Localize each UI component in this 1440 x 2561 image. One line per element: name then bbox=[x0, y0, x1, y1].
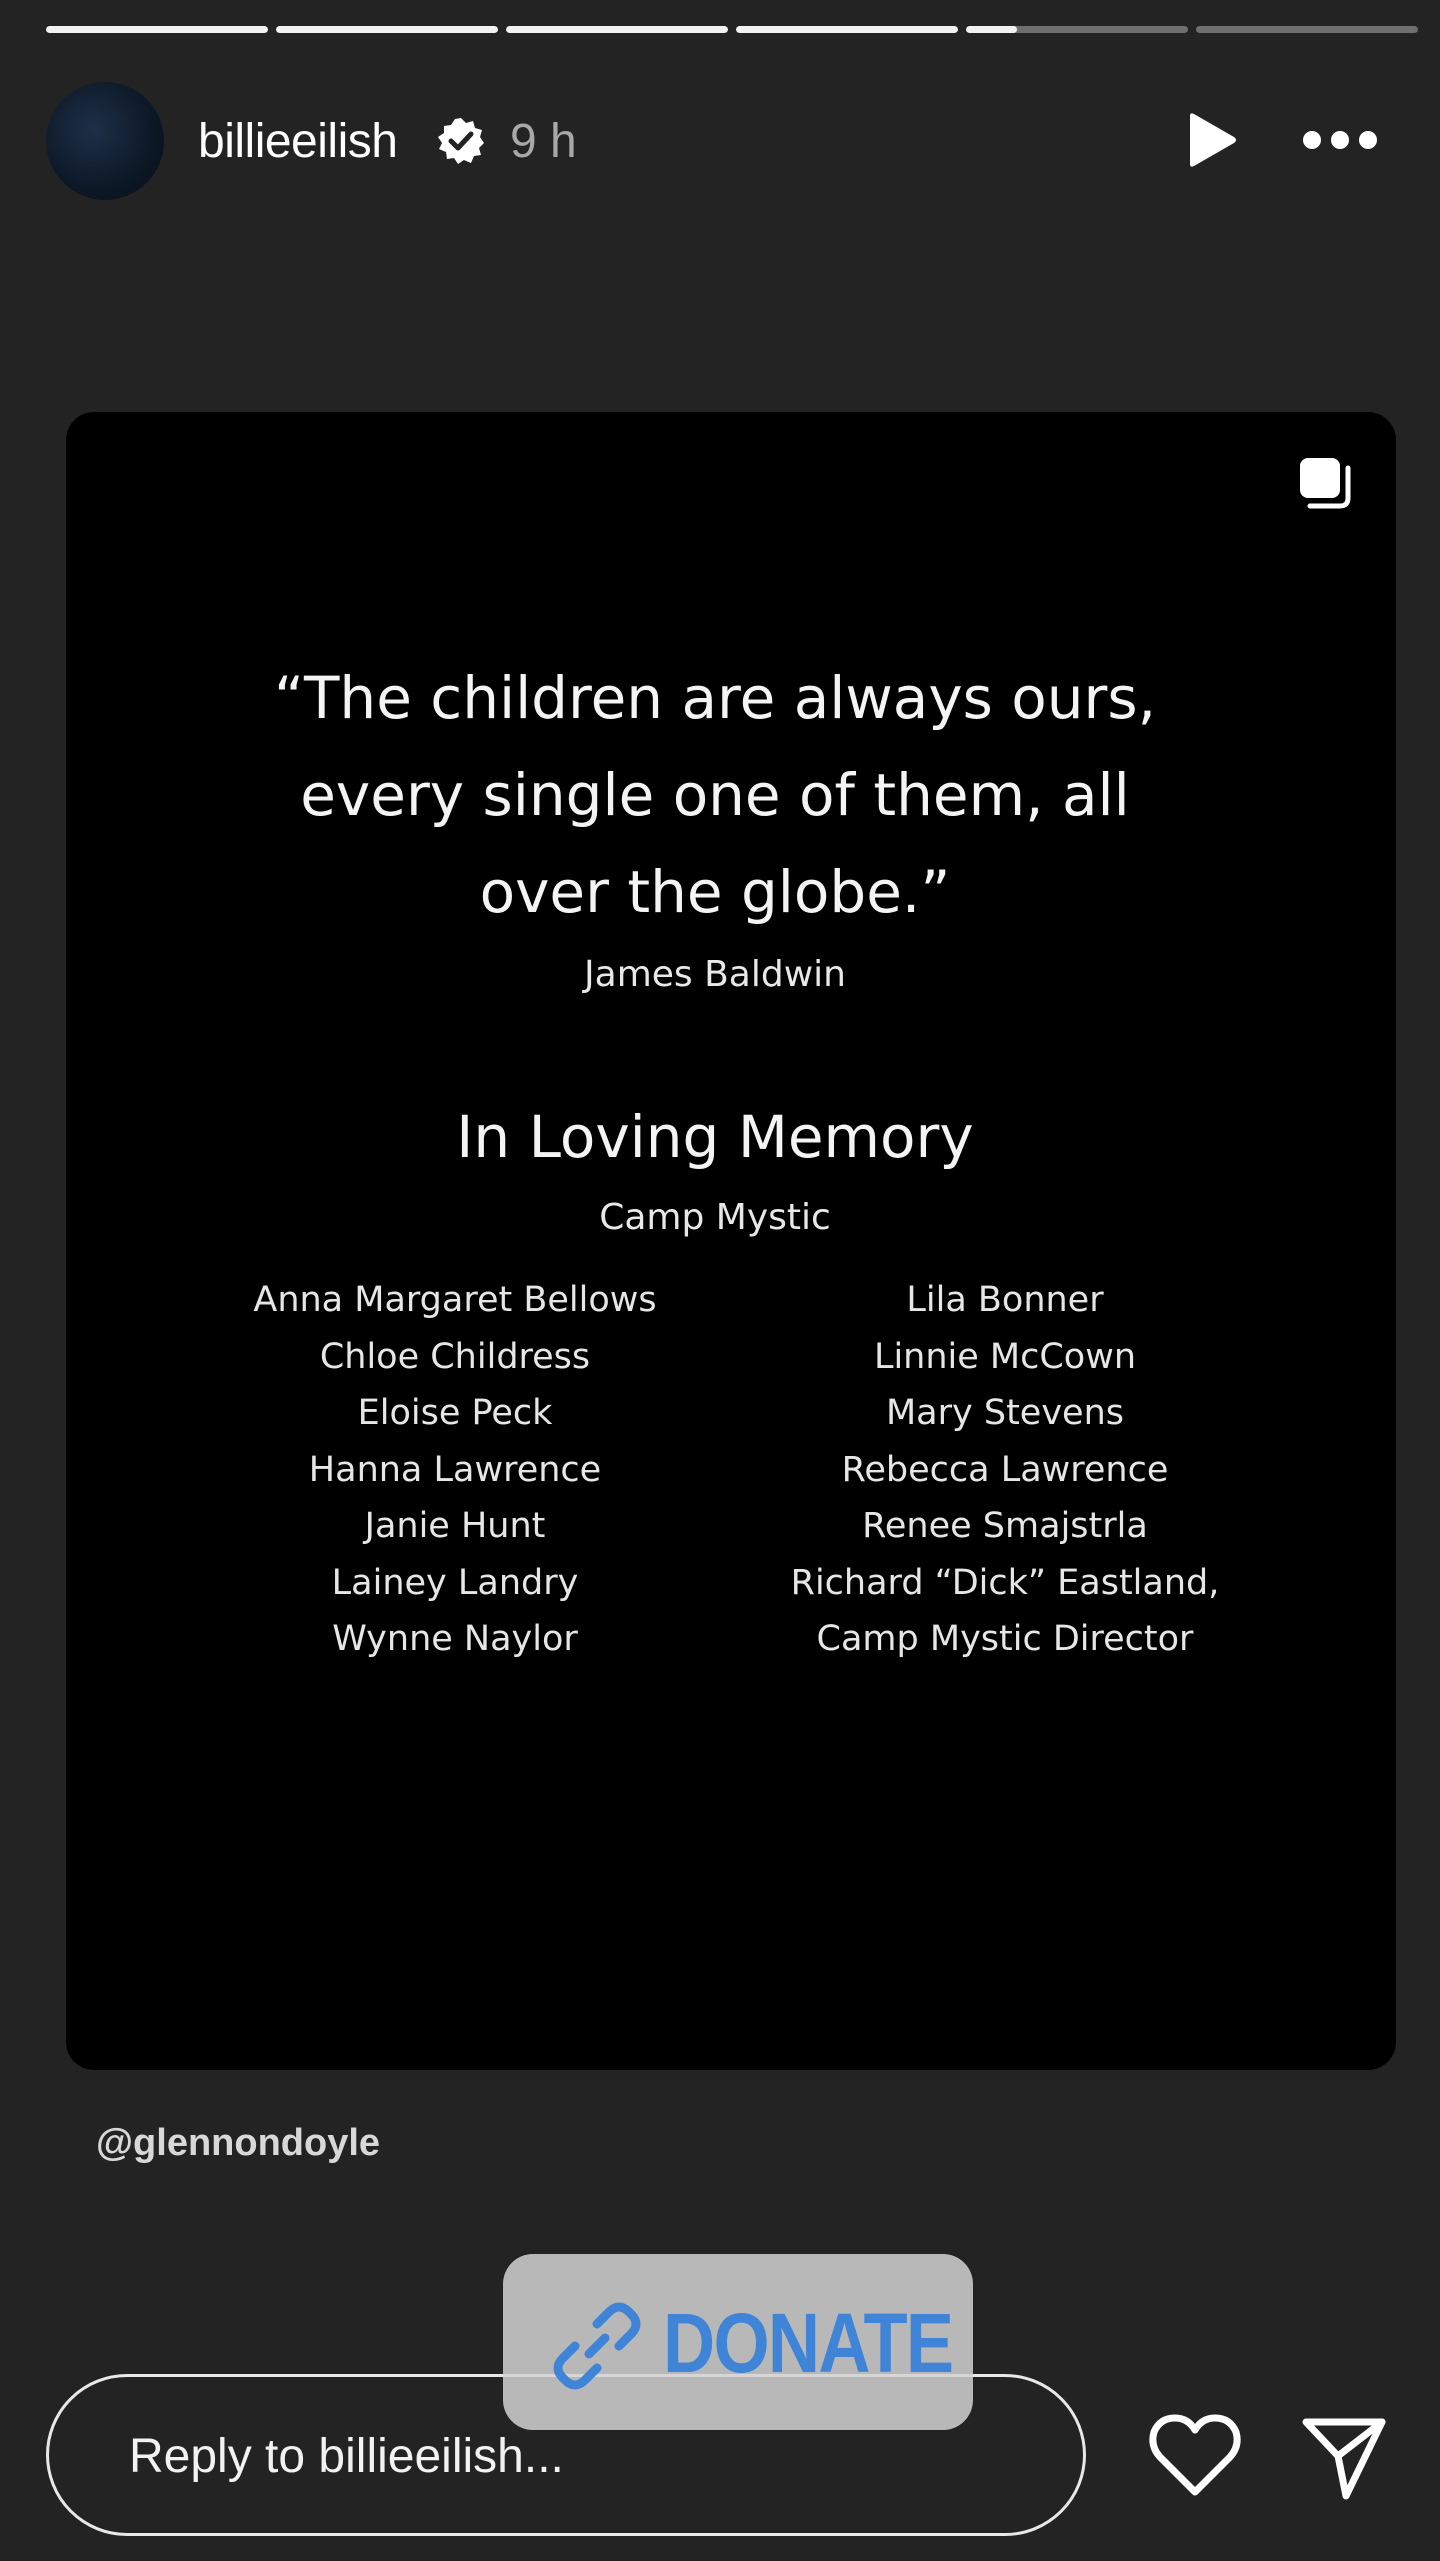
list-item: Renee Smajstrla bbox=[862, 1506, 1148, 1546]
list-item: Lainey Landry bbox=[331, 1562, 579, 1603]
story-progress-bar bbox=[46, 26, 1418, 34]
progress-fill bbox=[46, 26, 268, 33]
progress-segment bbox=[276, 26, 498, 33]
donate-link-sticker[interactable] bbox=[503, 2254, 973, 2430]
more-icon[interactable] bbox=[1300, 124, 1380, 156]
list-item: Camp Mystic Director bbox=[816, 1619, 1194, 1659]
progress-fill bbox=[966, 26, 1017, 33]
list-item: Lila Bonner bbox=[906, 1280, 1104, 1320]
list-item: Richard “Dick” Eastland, bbox=[790, 1562, 1220, 1603]
mention-link[interactable]: @glennondoyle bbox=[96, 2122, 381, 2164]
list-item: Rebecca Lawrence bbox=[841, 1449, 1169, 1490]
heart-icon[interactable] bbox=[1148, 2412, 1242, 2498]
verified-badge-icon bbox=[436, 116, 486, 166]
progress-segment bbox=[46, 26, 268, 33]
list-item: Anna Margaret Bellows bbox=[253, 1280, 657, 1320]
progress-segment bbox=[506, 26, 728, 33]
progress-fill bbox=[736, 26, 958, 33]
names-list-left bbox=[195, 1272, 715, 1668]
send-icon[interactable] bbox=[1298, 2412, 1388, 2502]
quote-line: “The children are always ours, bbox=[273, 664, 1157, 732]
link-icon bbox=[547, 2296, 647, 2396]
quote-author: James Baldwin bbox=[584, 954, 846, 995]
list-item: Chloe Childress bbox=[319, 1336, 591, 1377]
memory-title: In Loving Memory bbox=[456, 1103, 974, 1171]
avatar[interactable] bbox=[46, 82, 164, 200]
progress-fill bbox=[276, 26, 498, 33]
list-item: Eloise Peck bbox=[357, 1393, 553, 1433]
progress-segment bbox=[1196, 26, 1418, 33]
reply-placeholder: Reply to billieeilish... bbox=[129, 2430, 564, 2483]
play-icon[interactable] bbox=[1180, 110, 1240, 170]
time-ago: 9 h bbox=[510, 115, 577, 168]
list-item: Hanna Lawrence bbox=[308, 1449, 602, 1490]
progress-segment bbox=[736, 26, 958, 33]
list-item: Janie Hunt bbox=[364, 1506, 546, 1546]
carousel-icon bbox=[1296, 454, 1356, 514]
progress-fill bbox=[506, 26, 728, 33]
names-list-right bbox=[735, 1272, 1275, 1668]
list-item: Wynne Naylor bbox=[332, 1619, 578, 1659]
list-item: Linnie McCown bbox=[873, 1336, 1137, 1377]
quote-line: every single one of them, all bbox=[300, 761, 1130, 829]
progress-segment bbox=[966, 26, 1188, 33]
list-item: Mary Stevens bbox=[885, 1393, 1124, 1433]
quote-text bbox=[200, 650, 1230, 941]
username[interactable]: billieeilish bbox=[198, 115, 398, 168]
donate-label: DONATE bbox=[663, 2296, 953, 2390]
quote-line: over the globe.” bbox=[479, 858, 951, 926]
memory-subtitle: Camp Mystic bbox=[599, 1197, 831, 1238]
